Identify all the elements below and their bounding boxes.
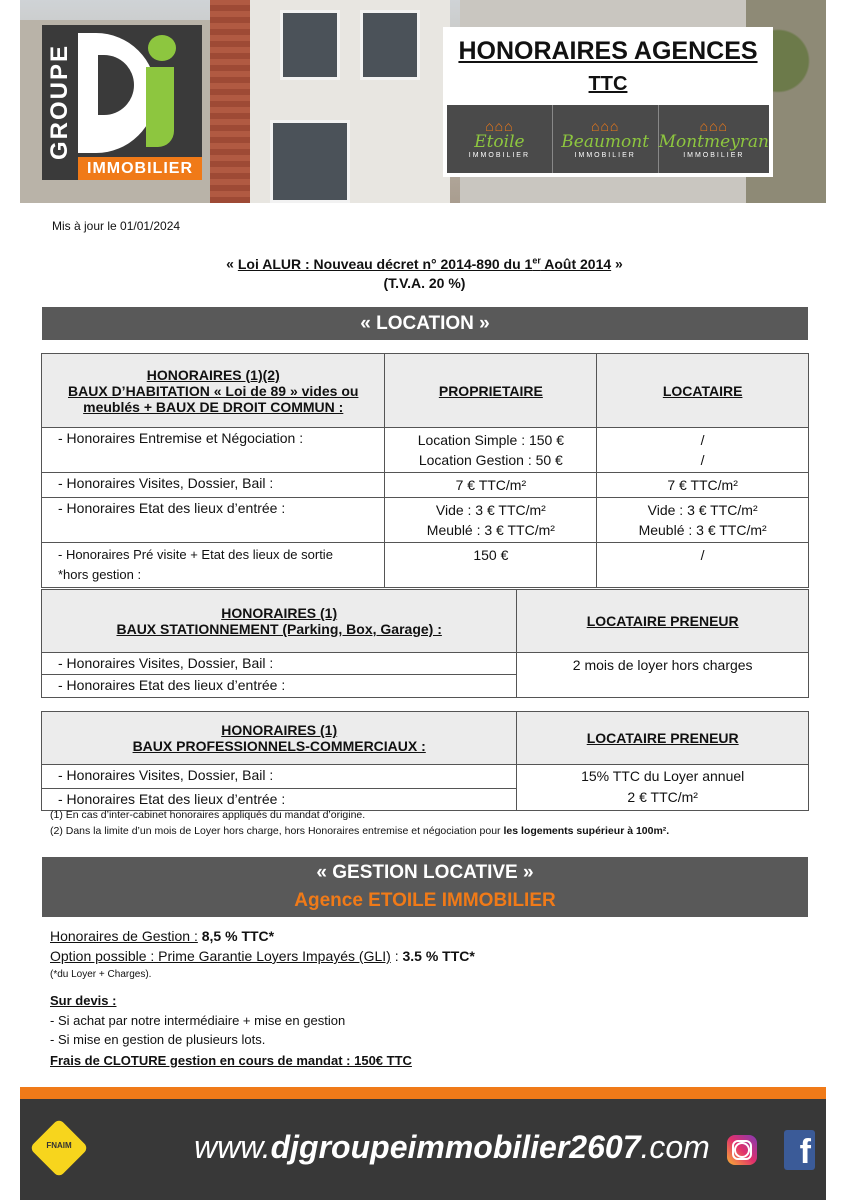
row-owner [385, 543, 597, 588]
logo-letter-j [146, 67, 174, 147]
col-tenant: LOCATAIRE [662, 382, 743, 399]
col-tenant-taker: LOCATAIRE PRENEUR [586, 730, 739, 746]
row-label: - Honoraires Visites, Dossier, Bail : [42, 653, 517, 675]
brand-montmeyran [659, 105, 769, 173]
logo-immobilier-text: IMMOBILIER [78, 157, 202, 180]
roof-icon: ⌂⌂⌂ [485, 117, 514, 134]
gestion-section-title: « GESTION LOCATIVE » [42, 857, 808, 887]
gestion-fee [50, 928, 274, 944]
row-label [42, 543, 385, 588]
cell-line: Location Gestion : 50 € [418, 452, 563, 468]
table1-title-line2: BAUX D’HABITATION « Loi de 89 » vides ou meublés + BAUX DE DROIT COMMUN : [68, 382, 359, 415]
row-label: - Honoraires Visites, Dossier, Bail : [42, 765, 517, 789]
table-row [42, 765, 809, 789]
footnote-1: (1) En cas d’inter-cabinet honoraires appliqués du mandat d’origine. [50, 809, 366, 821]
facebook-icon[interactable]: f [784, 1130, 815, 1170]
location-table-commercial [41, 711, 809, 811]
gestion-footnote: (*du Loyer + Charges). [50, 969, 152, 980]
gestion-devis-item: - Si achat par notre intermédiaire + mise en gestion [50, 1013, 346, 1028]
row-tenant [597, 543, 809, 588]
brand-etoile [447, 105, 553, 173]
header-cell-title [42, 354, 385, 428]
header-cell-title [42, 712, 517, 765]
table-header-row [42, 354, 809, 428]
update-date: Mis à jour le 01/01/2024 [52, 219, 181, 233]
title-box [443, 27, 773, 177]
cell-line: 2 € TTC/m² [627, 789, 698, 805]
row-label: - Honoraires Etat des lieux d’entrée : [42, 498, 385, 543]
row-tenant [597, 473, 809, 498]
footnote-2 [50, 825, 669, 837]
header-cell-tenant [597, 354, 809, 428]
logo-letter-j-dot [148, 35, 176, 61]
banner-window [360, 10, 420, 80]
footnote-2-text: (2) Dans la limite d’un mois de Loyer hors charge, hors Honoraires entremise et négociation pour [50, 825, 504, 837]
cell-line: 7 € TTC/m² [667, 477, 738, 493]
col-owner: PROPRIETAIRE [438, 382, 543, 399]
row-label: - Honoraires Entremise et Négociation : [42, 428, 385, 473]
site-suffix: .com [640, 1129, 710, 1165]
cell-line: Meublé : 3 € TTC/m² [426, 522, 555, 538]
gestion-devis-item: - Si mise en gestion de plusieurs lots. [50, 1032, 266, 1047]
header-cell-title [42, 590, 517, 653]
row-value [517, 765, 809, 811]
website-link[interactable] [192, 1129, 712, 1166]
table-row [42, 543, 809, 588]
table-row [42, 428, 809, 473]
cell-line: / [700, 547, 705, 563]
brand-sub: IMMOBILIER [468, 151, 531, 159]
law-title [238, 256, 611, 272]
roof-icon: ⌂⌂⌂ [699, 117, 728, 134]
fnaim-label: FNAIM [46, 1141, 72, 1150]
agency-brands [447, 105, 769, 173]
row-label: - Honoraires Etat des lieux d’entrée : [42, 675, 517, 698]
location-table-habitation [41, 353, 809, 588]
gestion-agency-title: Agence ETOILE IMMOBILIER [42, 887, 808, 917]
gestion-option-sep: : [390, 948, 403, 964]
table-row [42, 653, 809, 675]
tva-rate: (T.V.A. 20 %) [383, 275, 466, 291]
row-tenant [597, 498, 809, 543]
gestion-fee-value: 8,5 % TTC* [197, 928, 275, 944]
gestion-fee-label: Honoraires de Gestion : [50, 928, 198, 944]
table-header-row [42, 712, 809, 765]
law-close: » [611, 255, 623, 272]
row-owner [385, 473, 597, 498]
table-row [42, 473, 809, 498]
site-prefix: www. [194, 1129, 271, 1165]
cell-line: 7 € TTC/m² [455, 477, 527, 493]
gestion-option-value: 3.5 % TTC* [402, 948, 475, 964]
cell-line: / [700, 432, 705, 448]
brand-sub: IMMOBILIER [574, 151, 636, 159]
row-label-line1: - Honoraires Pré visite + Etat des lieux de sortie [58, 547, 333, 562]
brand-name: Beaumont [561, 131, 650, 152]
law-open: « [226, 255, 238, 272]
cell-line: Location Simple : 150 € [417, 432, 565, 448]
header-cell-owner [385, 354, 597, 428]
brand-name: Montmeyran [658, 131, 770, 152]
footnote-2-bold: les logements supérieur à 100m². [503, 825, 670, 837]
banner-window [280, 10, 340, 80]
table1-title-line1: HONORAIRES (1)(2) [146, 366, 280, 383]
row-value: 2 mois de loyer hors charges [517, 653, 809, 698]
row-tenant [597, 428, 809, 473]
table-row [42, 498, 809, 543]
brand-beaumont [553, 105, 659, 173]
location-section-title: « LOCATION » [42, 307, 808, 340]
gestion-option [50, 948, 475, 964]
table2-title-line1: HONORAIRES (1) [221, 605, 338, 621]
roof-icon: ⌂⌂⌂ [591, 117, 620, 134]
instagram-icon[interactable] [727, 1135, 757, 1165]
law-title-sup: er [532, 255, 541, 265]
gestion-closure-fee: Frais de CLOTURE gestion en cours de mandat : 150€ TTC [50, 1053, 412, 1068]
table-header-row [42, 590, 809, 653]
cell-line: 150 € [473, 547, 509, 563]
banner-window [270, 120, 350, 203]
cell-line: 15% TTC du Loyer annuel [581, 768, 745, 784]
row-label: - Honoraires Visites, Dossier, Bail : [42, 473, 385, 498]
header-cell-tenant-taker [517, 590, 809, 653]
page-title: HONORAIRES AGENCES [458, 37, 758, 65]
footer-stripe [20, 1087, 826, 1099]
cell-line: / [700, 452, 705, 468]
gestion-devis-label: Sur devis : [50, 993, 117, 1008]
table2-title-line2: BAUX STATIONNEMENT (Parking, Box, Garage) : [116, 621, 442, 637]
col-tenant-taker: LOCATAIRE PRENEUR [586, 613, 739, 629]
table3-title-line2: BAUX PROFESSIONNELS-COMMERCIAUX : [132, 738, 426, 754]
row-label: - Honoraires Etat des lieux d’entrée : [42, 788, 517, 810]
logo-groupe-text: GROUPE [46, 44, 73, 161]
row-owner [385, 498, 597, 543]
brand-sub: IMMOBILIER [683, 151, 745, 159]
law-reference [0, 255, 849, 272]
cell-line: Vide : 3 € TTC/m² [647, 502, 758, 518]
law-title-before: Loi ALUR : Nouveau décret n° 2014-890 du 1 [237, 255, 533, 272]
law-title-after: Août 2014 [540, 255, 612, 272]
site-domain: djgroupeimmobilier2607 [270, 1129, 641, 1165]
cell-line: Vide : 3 € TTC/m² [435, 502, 546, 518]
brand-name: Etoile [474, 131, 525, 152]
header-cell-tenant-taker [517, 712, 809, 765]
row-owner [385, 428, 597, 473]
row-label-line2: *hors gestion : [58, 567, 142, 582]
table3-title-line1: HONORAIRES (1) [221, 722, 338, 738]
footer [20, 1087, 826, 1200]
page-subtitle: TTC [588, 73, 628, 95]
cell-line: Meublé : 3 € TTC/m² [638, 522, 767, 538]
dj-logo [42, 25, 202, 180]
gestion-option-label: Option possible : Prime Garantie Loyers Impayés (GLI) [50, 948, 391, 964]
location-table-parking [41, 589, 809, 698]
